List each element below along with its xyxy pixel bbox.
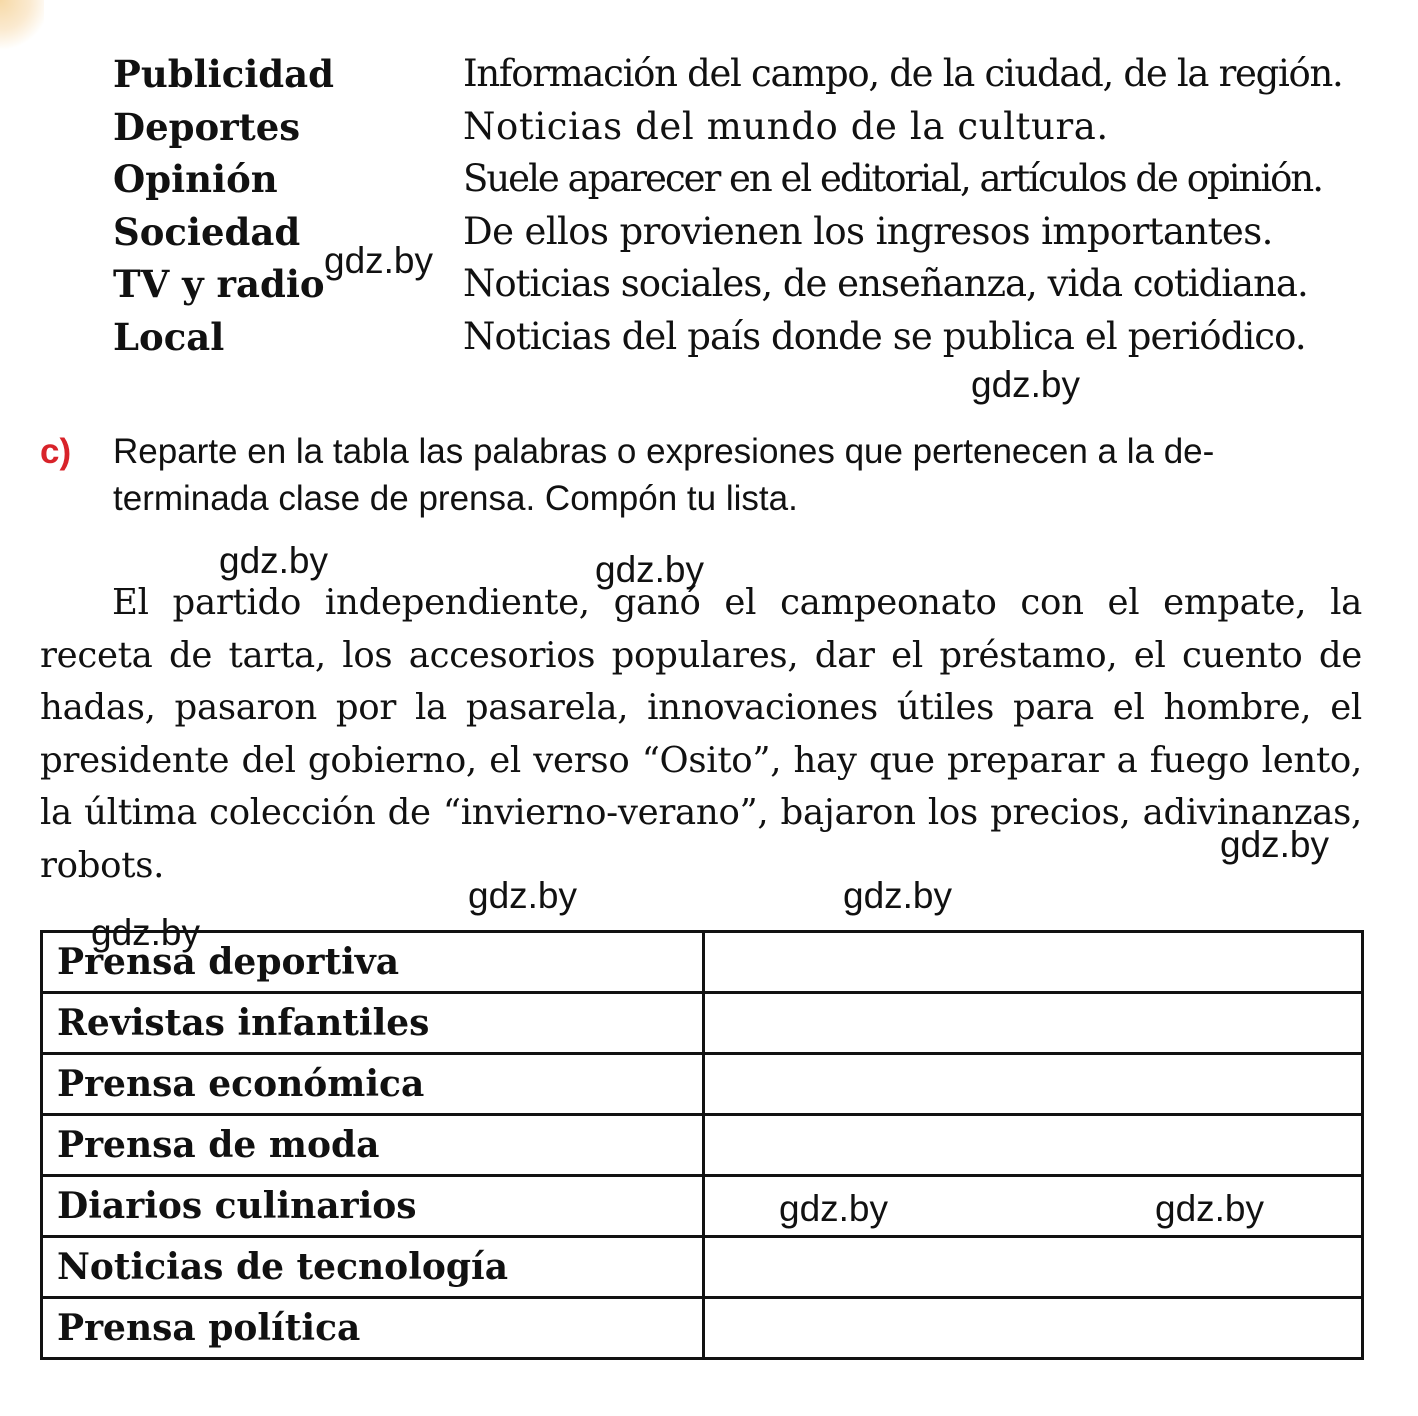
term: Opinión [113,157,278,201]
answer-cell[interactable] [704,1237,1363,1298]
term: Deportes [113,105,301,149]
watermark: gdz.by [219,540,329,581]
term: TV y radio [113,262,325,306]
answer-cell[interactable] [704,993,1363,1054]
watermark: gdz.by [1155,1188,1265,1229]
page-corner-decoration [0,0,44,50]
answer-cell[interactable] [704,932,1363,993]
definition: De ellos provienen los ingresos importantes. [463,210,1273,253]
definition: Noticias del país donde se publica el periódico. [463,315,1306,358]
answer-cell[interactable] [704,1298,1363,1359]
row-label: Prensa económica [42,1054,704,1115]
task-letter: c) [40,432,72,471]
press-table [40,930,1364,1360]
watermark: gdz.by [324,240,434,281]
row-label: Revistas infantiles [42,993,704,1054]
term: Sociedad [113,210,301,254]
watermark: gdz.by [595,549,705,590]
answer-cell[interactable] [704,1115,1363,1176]
definition: Información del campo, de la ciudad, de la región. [463,52,1343,95]
watermark: gdz.by [91,912,201,953]
watermark: gdz.by [468,875,578,916]
table-row [42,1298,1363,1359]
definition: Suele aparecer en el editorial, artículos de opinión. [463,157,1323,200]
table-row [42,1115,1363,1176]
table-row [42,1054,1363,1115]
table-row [42,1237,1363,1298]
row-label: Diarios culinarios [42,1176,704,1237]
table-row [42,932,1363,993]
definition: Noticias del mundo de la cultura. [463,105,1109,148]
word-passage: El partido independiente, ganó el campeonato con el empate, la receta de tarta, los accesorios populares, dar el préstamo, el cuento de hadas, pasaron por la pasarela, innovaciones útiles para el hombre, el presidente del gobierno, el verso “Osito”, hay que preparar a fuego lento, la última colección de “invierno-verano”, bajaron los precios, adivinanzas, robots. [40,582,1362,886]
term: Publicidad [113,52,335,96]
watermark: gdz.by [971,364,1081,405]
table-row [42,993,1363,1054]
task-instruction: Reparte en la tabla las palabras o expresiones que pertenecen a la de-terminada clase de prensa. Compón tu lista. [113,432,1215,518]
row-label: Prensa deportiva [42,932,704,993]
watermark: gdz.by [1220,824,1330,865]
row-label: Prensa política [42,1298,704,1359]
watermark: gdz.by [843,875,953,916]
row-label: Noticias de tecnología [42,1237,704,1298]
term: Local [113,315,225,359]
watermark: gdz.by [779,1188,889,1229]
answer-cell[interactable] [704,1054,1363,1115]
row-label: Prensa de moda [42,1115,704,1176]
definition: Noticias sociales, de enseñanza, vida cotidiana. [463,262,1308,305]
